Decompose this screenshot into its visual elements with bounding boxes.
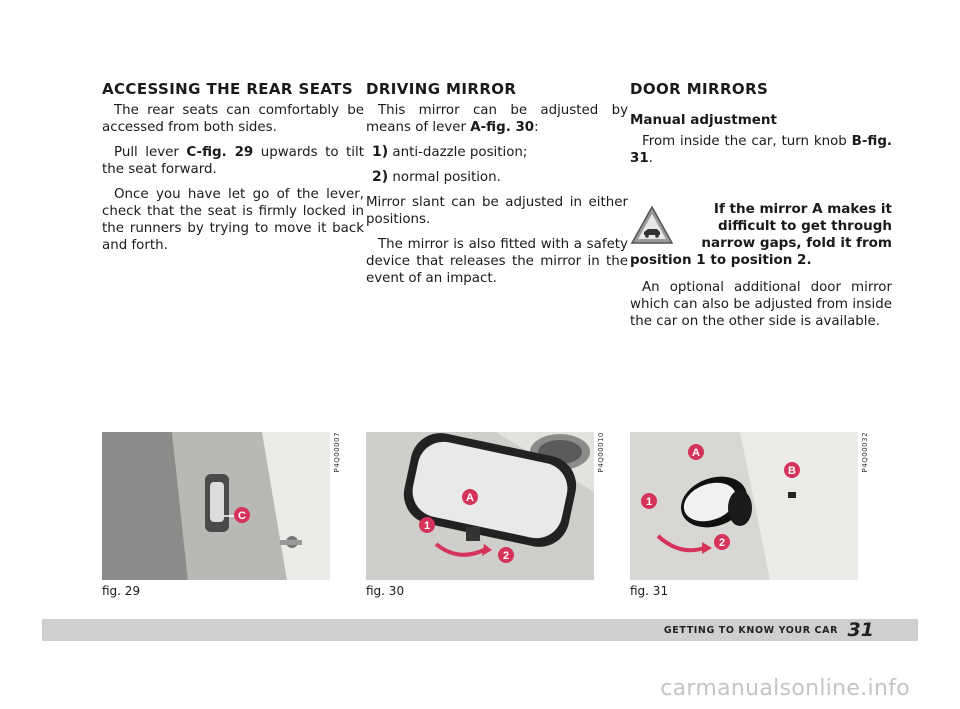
svg-text:A: A xyxy=(466,492,474,504)
svg-text:A: A xyxy=(692,447,700,459)
page-number: 31 xyxy=(847,619,874,641)
figure-reference: C-fig. 29 xyxy=(186,145,254,160)
column-driving-mirror xyxy=(366,80,628,295)
warning-triangle-icon xyxy=(630,205,674,245)
section-title: GETTING TO KNOW YOUR CAR xyxy=(663,625,838,636)
page-footer xyxy=(42,619,918,641)
heading-rear-seats: ACCESSING THE REAR SEATS xyxy=(102,80,354,98)
callout-badge-2 xyxy=(497,546,515,564)
warning-box xyxy=(630,201,892,269)
paragraph: Once you have let go of the lever, check that the seat is firmly locked in the runners by trying to move it back and forth. xyxy=(102,187,364,253)
callout-badge-2 xyxy=(713,533,731,551)
subheading-manual-adjustment: Manual adjustment xyxy=(630,112,777,128)
callout-badge-b xyxy=(783,461,801,479)
callout-badge-1 xyxy=(418,516,436,534)
paragraph: An optional additional door mirror which can also be adjusted from inside the car on the other side is available. xyxy=(630,280,892,329)
warning-line: narrow gaps, fold it from xyxy=(701,235,892,251)
svg-text:B: B xyxy=(788,465,796,477)
paragraph: The mirror is also fitted with a safety device that releases the mirror in the event of an impact. xyxy=(366,237,628,286)
list-item: 1) anti-dazzle position; xyxy=(372,144,528,160)
figure-caption: fig. 29 xyxy=(102,584,141,598)
warning-line: If the mirror A makes it xyxy=(713,201,892,217)
figure-caption: fig. 31 xyxy=(630,584,669,598)
paragraph: This mirror can be adjusted by means of lever A-fig. 30: xyxy=(366,103,628,135)
svg-text:2: 2 xyxy=(502,550,510,562)
svg-text:1: 1 xyxy=(423,520,431,532)
callout-badge-c xyxy=(233,506,251,524)
paragraph: Mirror slant can be adjusted in either positions. xyxy=(366,195,628,227)
heading-driving-mirror: DRIVING MIRROR xyxy=(366,80,517,98)
callout-badge-a xyxy=(687,443,705,461)
list-item: 2) normal position. xyxy=(372,169,501,185)
figure-reference: B-fig. 31 xyxy=(630,134,892,166)
svg-text:C: C xyxy=(238,510,246,522)
figure-code: P4Q00007 xyxy=(333,432,341,473)
figure-code: P4Q00010 xyxy=(597,432,605,473)
figure-caption: fig. 30 xyxy=(366,584,405,598)
figure-reference: A-fig. 30 xyxy=(470,120,535,135)
callout-badge-1 xyxy=(640,492,658,510)
watermark: carmanualsonline.info xyxy=(660,676,910,701)
figure-29-seat-lever xyxy=(102,432,330,580)
column-door-mirrors xyxy=(630,80,892,338)
figure-30-rearview-mirror xyxy=(366,432,594,580)
callout-badge-a xyxy=(461,488,479,506)
paragraph: From inside the car, turn knob B-fig. 31. xyxy=(630,134,892,166)
warning-line: difficult to get through xyxy=(717,218,892,234)
position-list xyxy=(366,144,628,186)
paragraph: The rear seats can comfortably be accessed from both sides. xyxy=(102,103,364,135)
svg-text:1: 1 xyxy=(645,496,653,508)
column-rear-seats xyxy=(102,80,364,262)
svg-text:2: 2 xyxy=(718,537,726,549)
heading-door-mirrors: DOOR MIRRORS xyxy=(630,80,769,98)
paragraph: Pull lever C-fig. 29 upwards to tilt the seat forward. xyxy=(102,145,364,177)
figure-31-door-mirror xyxy=(630,432,858,580)
figure-code: P4Q00032 xyxy=(861,432,869,473)
warning-line: position 1 to position 2. xyxy=(630,252,812,268)
